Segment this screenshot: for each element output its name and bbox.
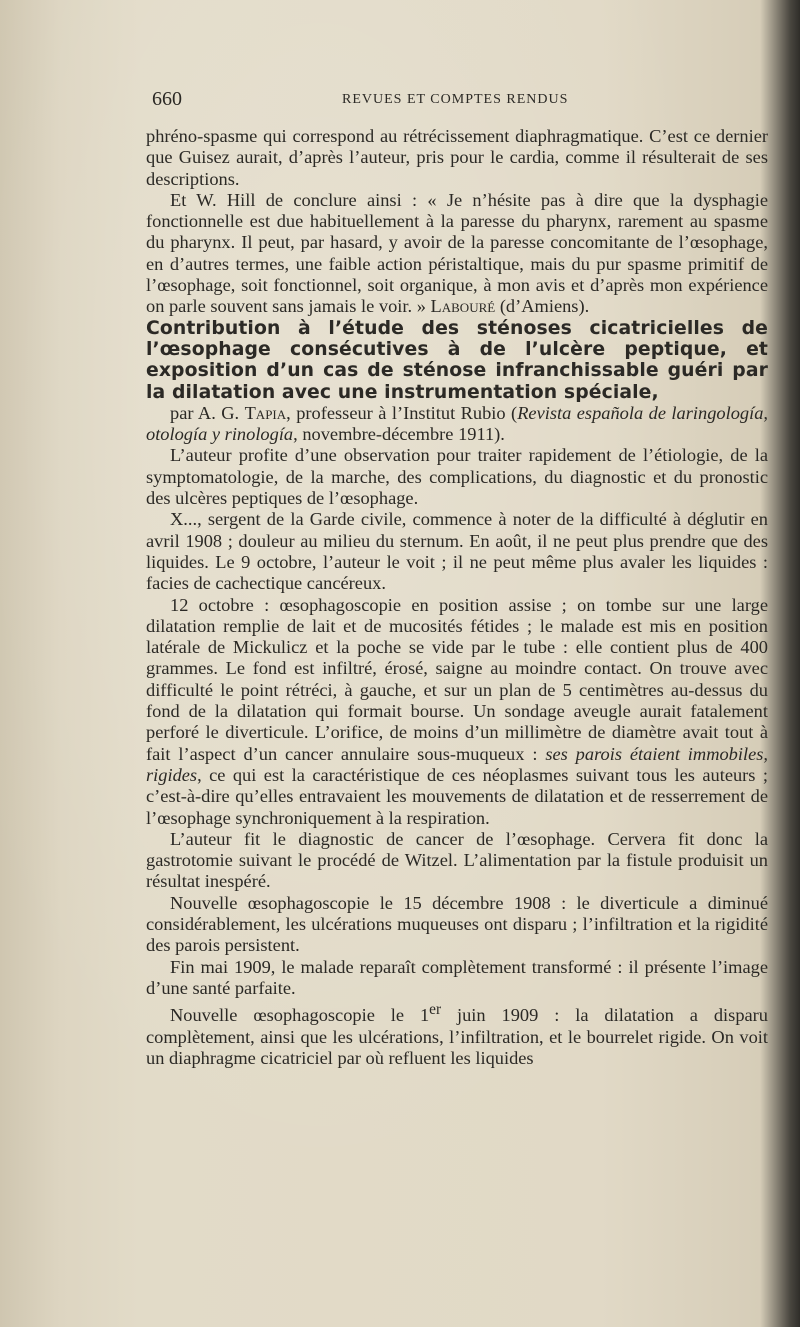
text-segment: Nouvelle œsophagoscopie le 1 [170, 1005, 430, 1026]
paragraph-oesophagoscopy-3 [146, 999, 768, 1069]
reviewer-place: (d’Amiens). [499, 296, 590, 317]
superscript: er [429, 1001, 442, 1019]
italic-segment: ses parois étaient immobiles, rigides [146, 743, 769, 785]
article-body [146, 126, 768, 1069]
text-segment: , ce qui est la caractéristique de ces néoplasmes suivant tous les auteurs ; c’est-à-dire qu’elles entravaient les mouvements de dilatation et de resserrement de l’œsophage synchroniquement à la respiration. [146, 764, 768, 828]
paragraph-recovery: Fin mai 1909, le malade reparaît complètement transformé : il présente l’image d’une santé parfaite. [146, 956, 768, 998]
text-segment: juin 1909 : la dilatation a disparu complètement, ainsi que les ulcérations, l’infiltration, et le bourrelet rigide. On voit un diaphragme cicatriciel par où refluent les liquides [146, 1005, 768, 1068]
byline-date: , novembre-décembre 1911). [293, 424, 505, 445]
running-head: REVUES ET COMPTES RENDUS [342, 92, 569, 107]
article-title: Contribution à l’étude des sténoses cicatricielles de l’œsophage consécutives à de l’ulcère peptique, et exposition d’un cas de sténose infranchissable guéri par la dilatation avec une instrumentation spéciale, [146, 317, 768, 403]
paragraph-continuation: phréno-spasme qui correspond au rétrécissement diaphragmatique. C’est ce dernier que Guisez aurait, d’après l’auteur, pris pour le cardia, comme il résulterait de ses descriptions. [146, 126, 768, 189]
reviewer-name: Labouré [430, 296, 496, 317]
byline [146, 403, 768, 446]
byline-affiliation: , professeur à l’Institut Rubio ( [286, 402, 518, 423]
page-number: 660 [152, 88, 182, 110]
page-header [152, 88, 772, 111]
byline-prefix: par A. G. [170, 402, 240, 423]
quote-text: Et W. Hill de conclure ainsi : « Je n’hésite pas à dire que la dysphagie fonctionnelle est due habituellement à la paresse du pharynx, rarement au spasme du pharynx. Il peut, par hasard, y avoir de la paresse concomitante de l’œsophage, en d’autres termes, une faible action péristaltique, mais du pur spasme primitif de l’œsophage, soit fonctionnel, soit organique, à mon avis et d’après mon expérience on parle souvent sans jamais le voir. » [146, 189, 768, 317]
paragraph-quote [146, 190, 768, 318]
text-segment: 12 octobre : œsophagoscopie en position assise ; on tombe sur une large dilatation remplie de lait et de mucosités fétides ; le malade est mis en position latérale de Mickulicz et la poche se vide par le tube : elle contient plus de 400 grammes. Le fond est infiltré, érosé, saigne au moindre contact. On trouve avec difficulté le point rétréci, à gauche, et sur un plan de 5 centimètres au-dessus du fond de la dilatation qui formait bourse. Un sondage aveugle aurait fatalement perforé le diverticule. L’orifice, de moins d’un millimètre de diamètre avait tout à fait l’aspect d’un cancer annulaire sous-muqueux : [146, 594, 768, 764]
paragraph-intro: L’auteur profite d’une observation pour traiter rapidement de l’étiologie, de la symptomatologie, de la marche, des complications, du diagnostic et du pronostic des ulcères peptiques de l’œsophage. [146, 445, 768, 509]
paragraph-oesophagoscopy-1 [146, 595, 768, 829]
byline-author: Tapia [244, 402, 287, 423]
paragraph-oesophagoscopy-2: Nouvelle œsophagoscopie le 15 décembre 1908 : le diverticule a diminué considérablement, les ulcérations muqueuses ont disparu ; l’infiltration et la rigidité des parois persistent. [146, 892, 768, 956]
paragraph-case: X..., sergent de la Garde civile, commence à noter de la difficulté à déglutir en avril 1908 ; douleur au milieu du sternum. En août, il ne peut plus prendre que des liquides. Le 9 octobre, l’auteur le voit ; il ne peut même plus avaler les liquides : facies de cachectique cancéreux. [146, 509, 768, 594]
paragraph-diagnosis: L’auteur fit le diagnostic de cancer de l’œsophage. Cervera fit donc la gastrotomie suivant le procédé de Witzel. L’alimentation par la fistule produisit un résultat inespéré. [146, 828, 768, 892]
byline-journal: Revista española de laringología, otología y rinología [146, 402, 768, 445]
